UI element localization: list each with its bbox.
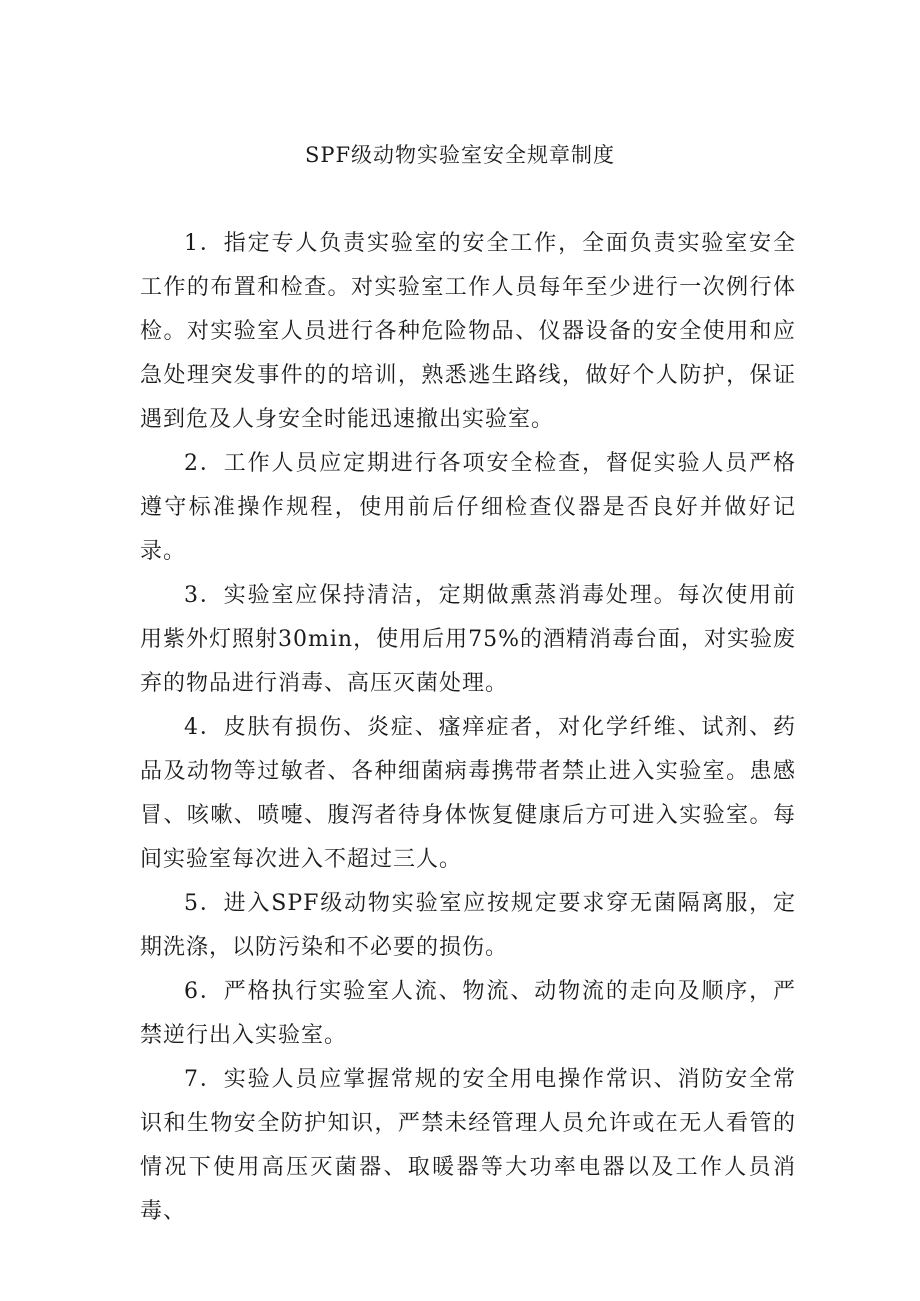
rule-paragraph-1: 1．指定专人负责实验室的安全工作，全面负责实验室安全工作的布置和检查。对实验室工作人员每年至少进行一次例行体检。对实验室人员进行各种危险物品、仪器设备的安全使用和应急处理突发事件的的培训，熟悉逃生路线，做好个人防护，保证遇到危及人身安全时能迅速撤出实验室。 [140,231,796,432]
rule-paragraph-6: 6．严格执行实验室人流、物流、动物流的走向及顺序，严禁逆行出入实验室。 [140,979,796,1048]
rule-paragraph-7: 7．实验人员应掌握常规的安全用电操作常识、消防安全常识和生物安全防护知识，严禁未经管理人员允许或在无人看管的情况下使用高压灭菌器、取暖器等大功率电器以及工作人员消毒、 [140,1067,796,1224]
rule-paragraph-4: 4．皮肤有损伤、炎症、瘙痒症者，对化学纤维、试剂、药品及动物等过敏者、各种细菌病毒携带者禁止进入实验室。患感冒、咳嗽、喷嚏、腹泻者待身体恢复健康后方可进入实验室。每间实验室每次进入不超过三人。 [140,715,796,872]
rule-paragraph-5: 5．进入SPF级动物实验室应按规定要求穿无菌隔离服，定期洗涤，以防污染和不必要的损伤。 [140,891,796,960]
rule-paragraph-3: 3．实验室应保持清洁，定期做熏蒸消毒处理。每次使用前用紫外灯照射30min，使用后用75%的酒精消毒台面，对实验废弃的物品进行消毒、高压灭菌处理。 [140,583,796,696]
document-body [140,222,796,1234]
document-title: SPF级动物实验室安全规章制度 [304,143,616,167]
rule-paragraph-2: 2．工作人员应定期进行各项安全检查，督促实验人员严格遵守标准操作规程，使用前后仔细检查仪器是否良好并做好记录。 [140,451,796,564]
